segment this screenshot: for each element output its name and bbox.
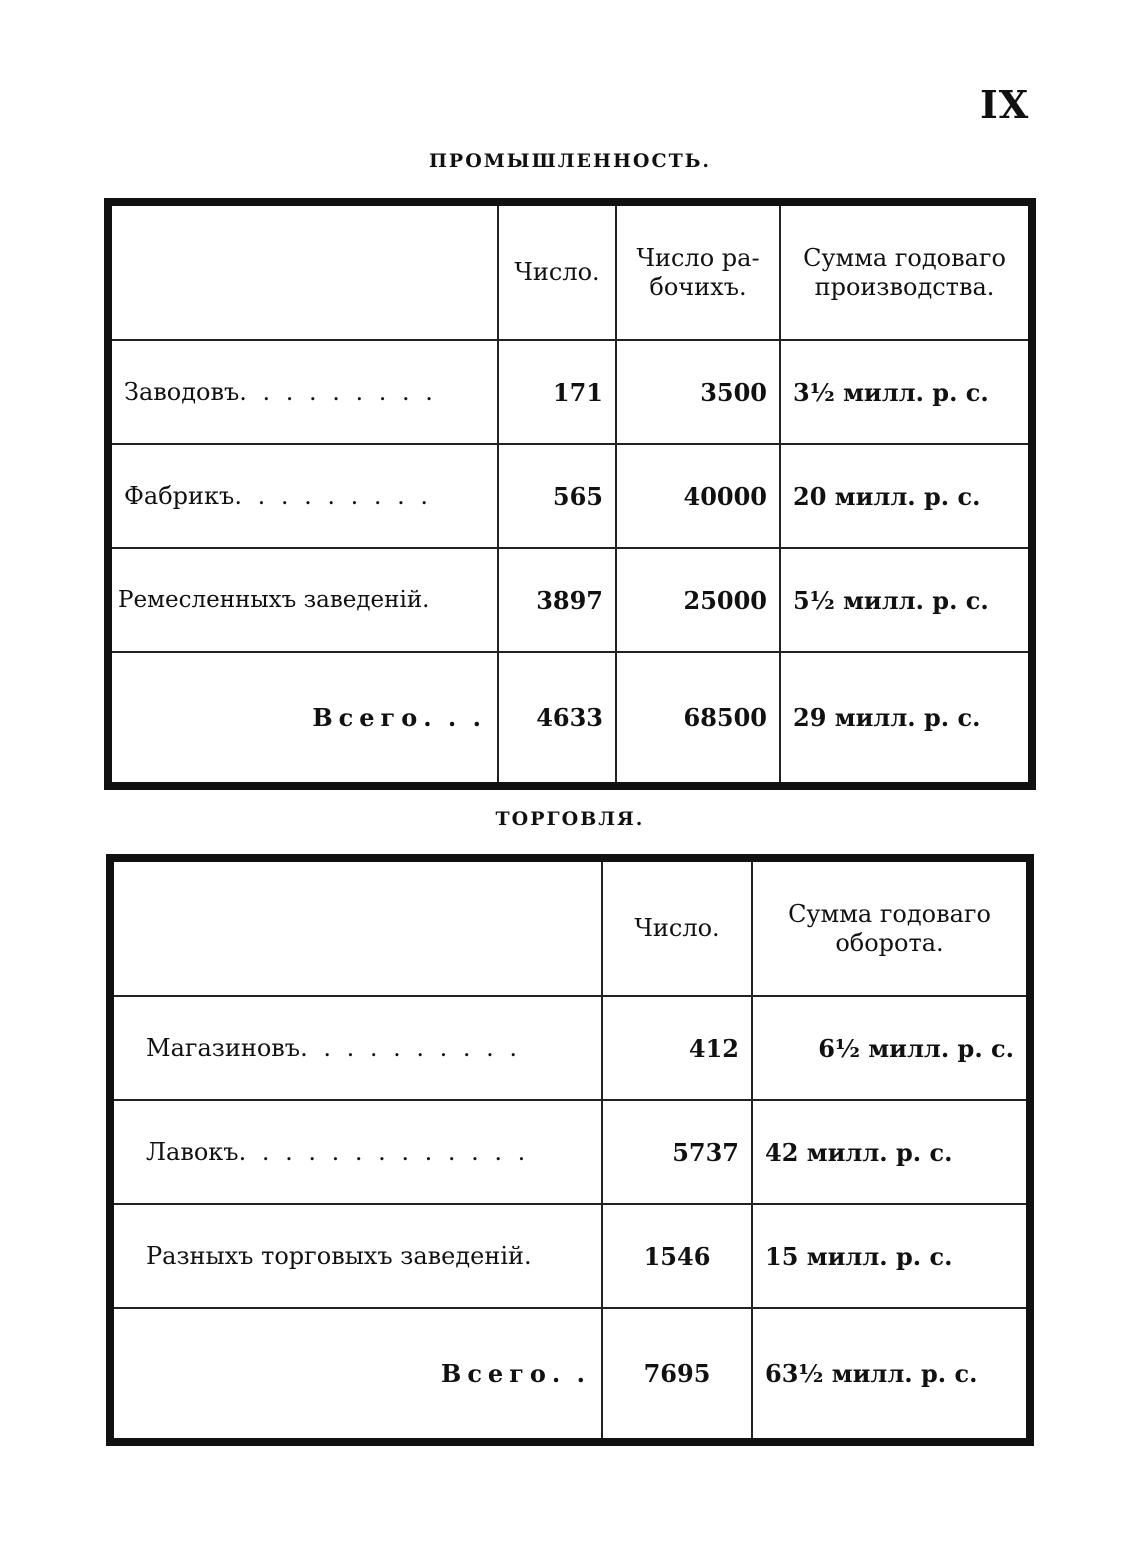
row-label: Разныхъ торговыхъ заведенiй. [114, 1204, 602, 1308]
leader-dots: . . . [423, 703, 485, 732]
industry-header-count: Число. [498, 206, 616, 340]
trade-row [114, 1204, 1026, 1308]
trade-title: ТОРГОВЛЯ. [495, 808, 645, 830]
row-sum: 5½ милл. р. с. [780, 548, 1028, 652]
row-label: Лавокъ. . . . . . . . . . . . . [114, 1100, 602, 1204]
total-sum: 63½ милл. р. с. [752, 1308, 1026, 1438]
industry-header-workers-line1: Число ра- [636, 243, 760, 272]
leader-dots: . . . . . . . . . [239, 378, 437, 406]
trade-header-sum-line1: Сумма годоваго [788, 899, 991, 928]
row-count: 5737 [602, 1100, 752, 1204]
row-sum: 3½ милл. р. с. [780, 340, 1028, 444]
leader-dots: . . [551, 1359, 589, 1388]
leader-dots: . . . . . . . . . [234, 482, 433, 510]
industry-header-sum-line2: производства. [814, 272, 995, 301]
row-count: 171 [498, 340, 616, 444]
industry-total-row [112, 652, 1028, 782]
industry-header-sum [780, 206, 1028, 340]
industry-header-workers-line2: бочихъ. [649, 272, 747, 301]
industry-title: ПРОМЫШЛЕННОСТЬ. [428, 150, 712, 172]
trade-table [106, 854, 1034, 1446]
row-label: Ремесленныхъ заведенiй. [112, 548, 498, 652]
row-sum: 6½ милл. р. с. [752, 996, 1026, 1100]
industry-header-blank [112, 206, 498, 340]
trade-header-count: Число. [602, 862, 752, 996]
trade-header-sum [752, 862, 1026, 996]
row-count: 565 [498, 444, 616, 548]
row-label: Фабрикъ. . . . . . . . . [112, 444, 498, 548]
leader-dots: . . . . . . . . . . . . . [238, 1138, 530, 1166]
trade-row [114, 1100, 1026, 1204]
industry-header-workers [616, 206, 780, 340]
industry-header-sum-line1: Сумма годоваго [803, 243, 1006, 272]
industry-header-row [112, 206, 1028, 340]
total-label: Всего. . . [112, 652, 498, 782]
trade-row [114, 996, 1026, 1100]
row-workers: 3500 [616, 340, 780, 444]
total-workers: 68500 [616, 652, 780, 782]
industry-row [112, 340, 1028, 444]
total-count: 7695 [602, 1308, 752, 1438]
industry-table [104, 198, 1036, 790]
row-sum: 15 милл. р. с. [752, 1204, 1026, 1308]
row-count: 3897 [498, 548, 616, 652]
trade-total-row [114, 1308, 1026, 1438]
row-label: Заводовъ. . . . . . . . . [112, 340, 498, 444]
row-sum: 20 милл. р. с. [780, 444, 1028, 548]
page-number: IX [980, 82, 1030, 127]
row-workers: 25000 [616, 548, 780, 652]
total-count: 4633 [498, 652, 616, 782]
row-sum: 42 милл. р. с. [752, 1100, 1026, 1204]
trade-header-row [114, 862, 1026, 996]
row-count: 412 [602, 996, 752, 1100]
row-label: Магазиновъ. . . . . . . . . . [114, 996, 602, 1100]
total-sum: 29 милл. р. с. [780, 652, 1028, 782]
leader-dots: . . . . . . . . . . [300, 1034, 522, 1062]
trade-header-sum-line2: оборота. [835, 928, 944, 957]
industry-row [112, 444, 1028, 548]
row-count: 1546 [602, 1204, 752, 1308]
industry-row [112, 548, 1028, 652]
trade-header-blank [114, 862, 602, 996]
row-workers: 40000 [616, 444, 780, 548]
total-label: Всего. . [114, 1308, 602, 1438]
